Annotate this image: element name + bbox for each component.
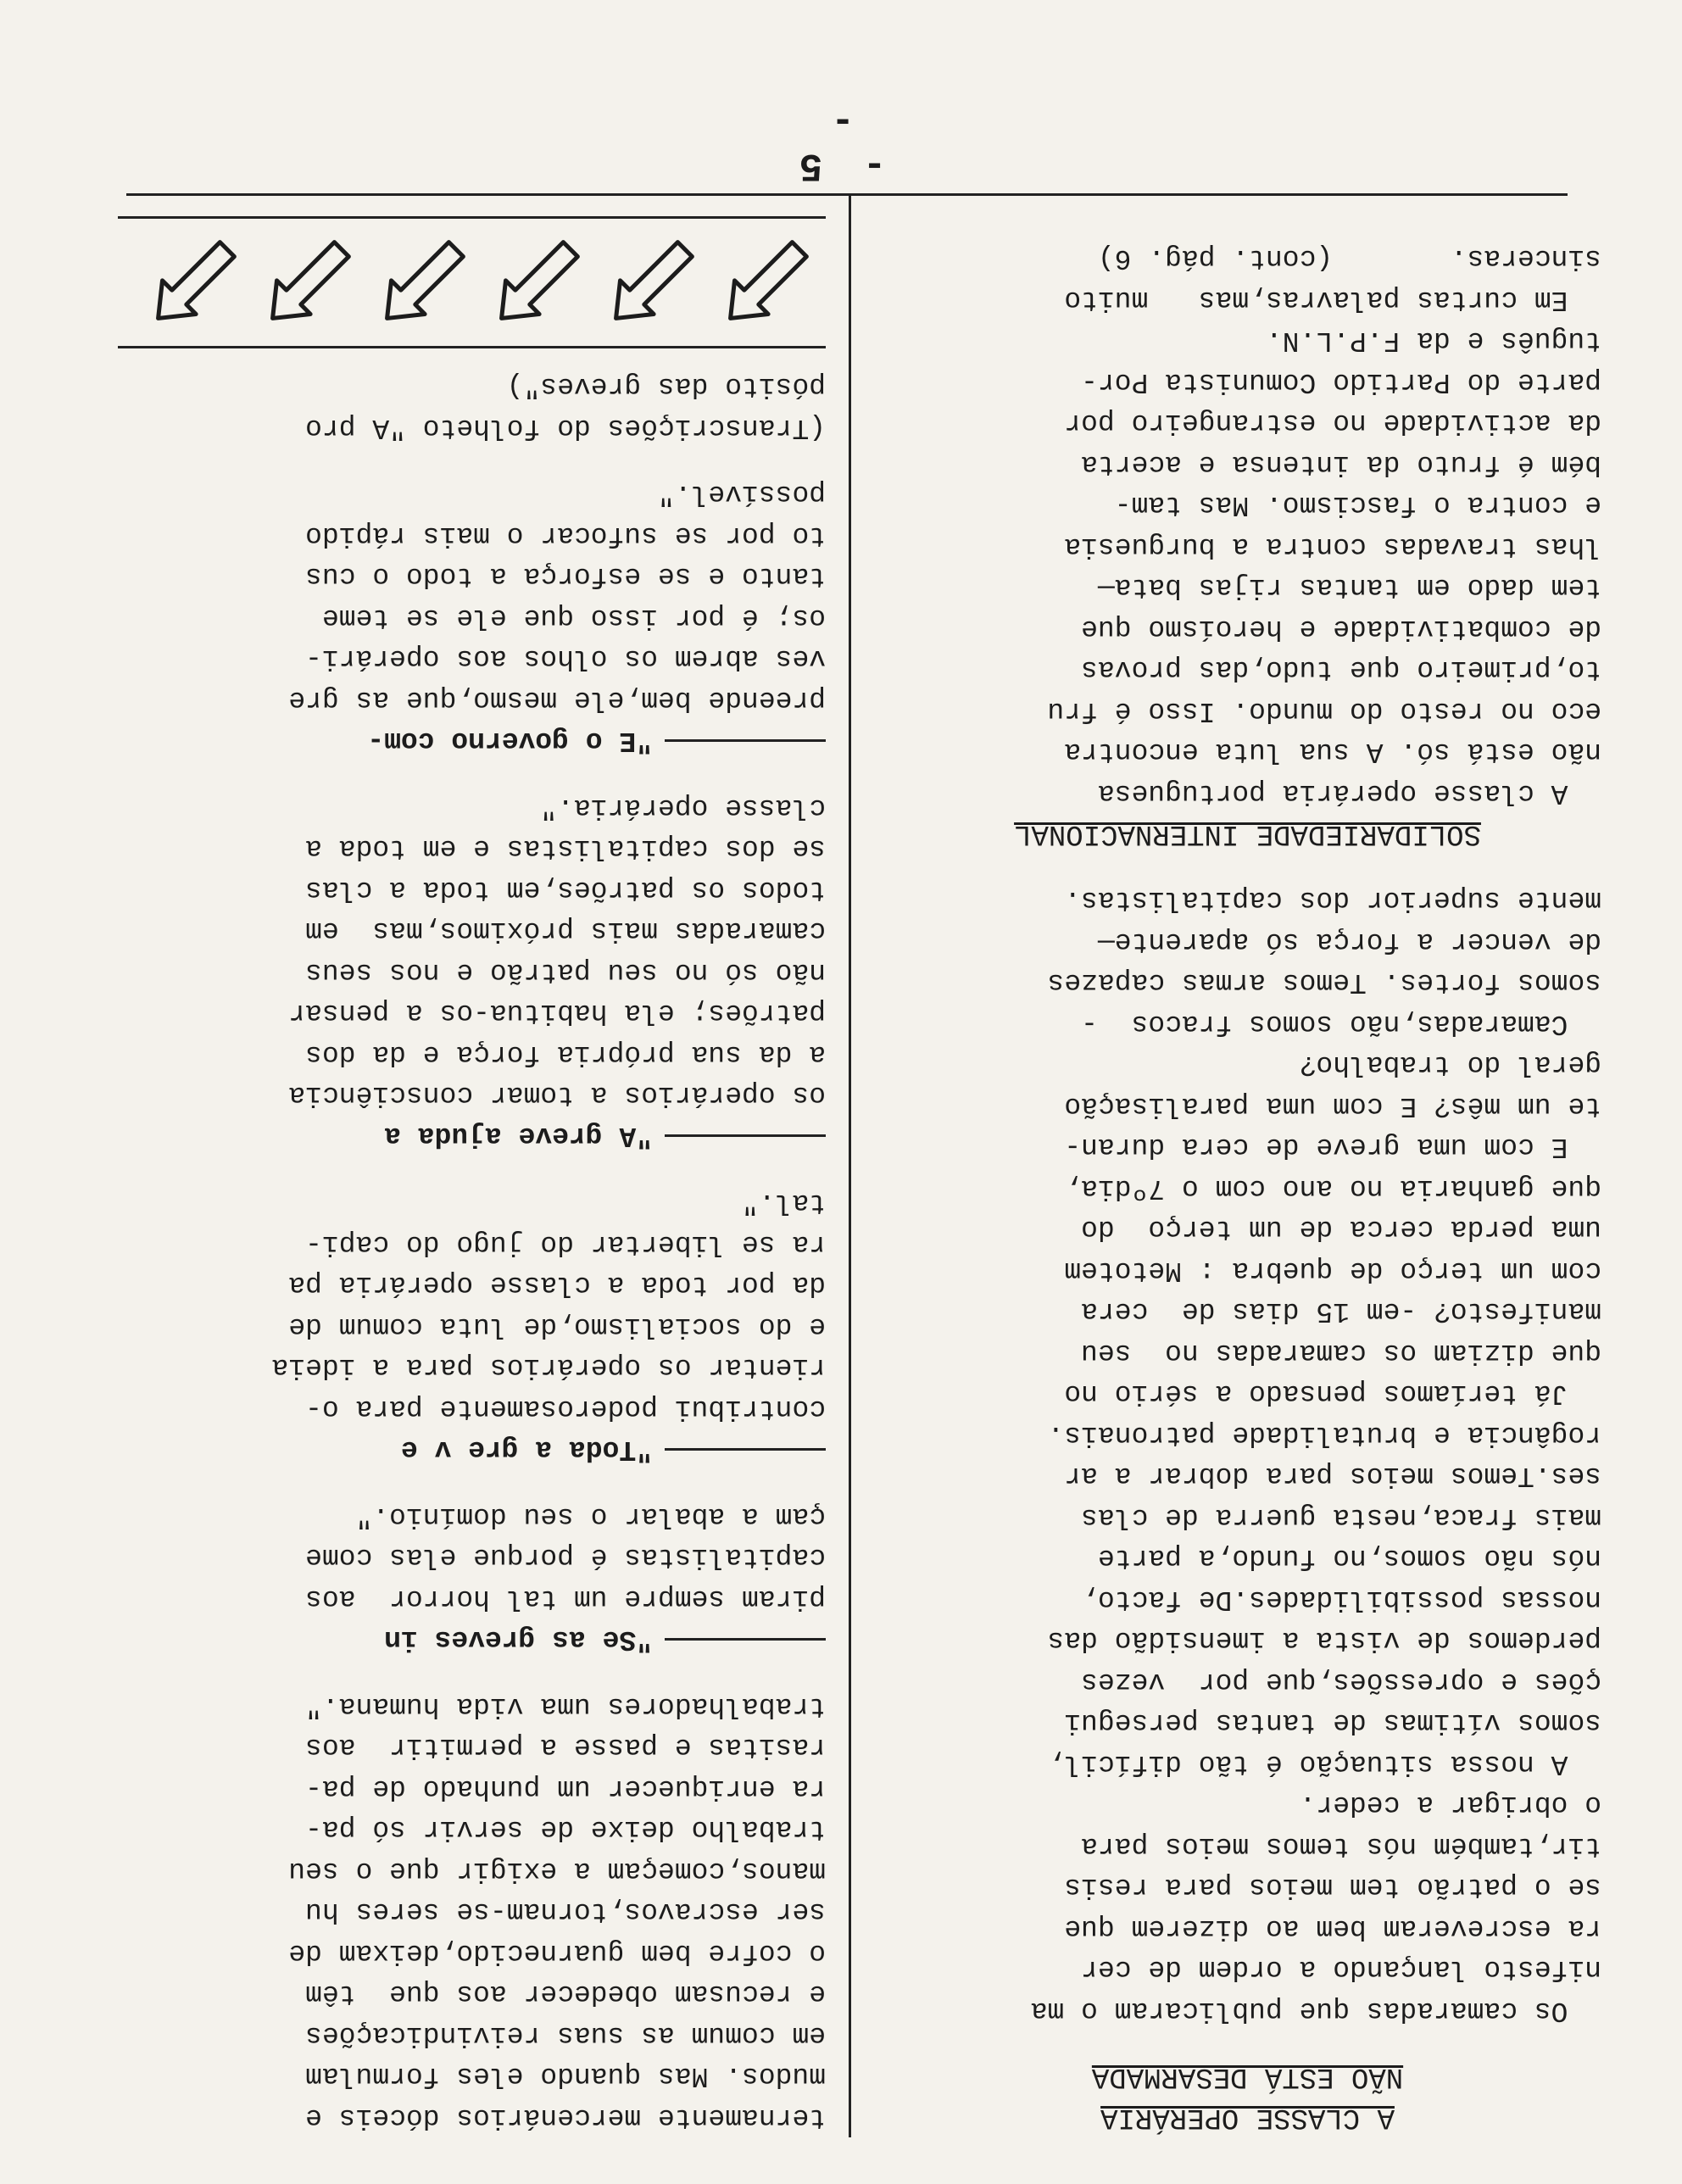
text-line: tanto e se esforça a todo o cus: [305, 560, 826, 593]
text-line: somos fortes. Temos armas capazes: [1047, 967, 1601, 999]
text-line: sinceras. (cont. pág. 6): [1097, 242, 1601, 275]
text-line: rogância e brutalidade patronais.: [1047, 1419, 1601, 1451]
text-line: a da sua própria força e da dos: [305, 1039, 826, 1070]
text-line: uma perda cerca de um terço do: [1081, 1213, 1601, 1245]
text-line: to por se sufocar o mais rápido: [305, 520, 826, 551]
text-line: tal.": [741, 1187, 826, 1219]
text-line: parte do Partido Comunista Por-: [1081, 366, 1601, 398]
text-line: nossas possibilidades.De facto,: [1081, 1584, 1601, 1615]
text-line: camaradas mais próximos,mas em: [305, 915, 826, 947]
text-line: bém é fruto da intensa e acerta: [1081, 448, 1601, 480]
quote-body: [118, 473, 826, 720]
text-line: manos,começam a exigir que o seu: [288, 1855, 826, 1886]
article-heading: A CLASSE OPERÁRIA: [1100, 2101, 1395, 2133]
text-line: Em curtas palavras,mas muito: [1064, 284, 1601, 315]
text-line: classe operária.": [540, 792, 826, 823]
text-line: o obrigar a ceder.: [1299, 1789, 1601, 1821]
article-body: [894, 879, 1601, 2031]
text-line: ses.Temos meios para dobrar a ar: [1064, 1460, 1601, 1492]
text-line: geral do trabalho?: [1299, 1049, 1601, 1081]
quote-continuation: [118, 1685, 826, 2138]
text-line: não só no seu patrão e nos seus: [305, 956, 826, 988]
quote-body: [118, 1496, 826, 1619]
text-line: te um mês? E com uma paralisação: [1064, 1090, 1601, 1122]
quote-head: "A greve ajuda a: [118, 1116, 826, 1157]
text-line: ra escreveram bem ao dizerem que: [1064, 1913, 1601, 1944]
text-line: pósito das greves"): [506, 370, 826, 403]
text-line: ções e opressões,que por vezes: [1081, 1666, 1601, 1697]
text-line: trabalhadores uma vida humana.": [305, 1691, 826, 1722]
text-line: ra enriquecer um punhado de pa-: [305, 1773, 826, 1804]
text-line: tuguês e da F.P.L.N.: [1265, 325, 1601, 357]
text-line: lhas travadas contra a burguesia: [1064, 531, 1601, 562]
top-rule: [126, 193, 1568, 196]
text-line: da actividade no estrangeiro por: [1064, 407, 1601, 439]
text-line: mente superior dos capitalistas.: [1064, 884, 1601, 916]
column-divider: [849, 196, 851, 2137]
text-line: rientar os operários para a ideia: [271, 1351, 826, 1384]
text-line: que ganharia no ano com o 7ºdia,: [1064, 1173, 1601, 1204]
text-line: de combatividade e heroísmo que: [1081, 613, 1601, 644]
text-line: mudos. Mas quando eles formulam: [305, 2060, 826, 2092]
text-line: manifesto? -em 15 dias de cera: [1081, 1295, 1601, 1328]
text-line: e recusam obedecer aos que têm: [305, 1978, 826, 2010]
text-line: ser escravos,tornam-se seres hu: [305, 1896, 826, 1928]
text-line: trabalho deixe de servir só pa-: [305, 1814, 826, 1846]
text-line: tem dado em tantas rijas bata—: [1097, 571, 1601, 604]
article-subheading: NÃO ESTÁ DESARMADA: [1091, 2060, 1404, 2092]
text-line: possível.": [657, 478, 826, 510]
quote-head: "Se as greves in: [118, 1618, 826, 1660]
text-line: (Transcrições do folheto "A pro: [305, 412, 826, 443]
left-column: [894, 237, 1601, 2137]
right-column: [118, 216, 826, 2137]
text-line: E com uma greve de cera duran-: [1064, 1131, 1601, 1163]
text-line: A classe operária portuguesa: [1097, 777, 1601, 809]
text-line: da por toda a classe operária pa: [288, 1269, 826, 1301]
text-line: capitalistas é porque elas come: [305, 1541, 826, 1574]
page-number: - 5 -: [790, 99, 887, 187]
text-line: em comum as suas reivindicações: [305, 2020, 826, 2051]
text-line: os; é por isso que ele se teme: [321, 602, 826, 633]
text-line: perdemos de vista a imensidão das: [1047, 1624, 1601, 1657]
text-line: to,primeiro que tudo,das provas: [1081, 654, 1601, 686]
text-line: se dos capitalistas e em toda a: [305, 833, 826, 865]
quote-head: "Toda a gre v e: [118, 1429, 826, 1470]
text-line: rasitas e passe a permitir aos: [305, 1731, 826, 1763]
text-line: mais fraca,nesta guerra de clas: [1081, 1502, 1601, 1533]
text-line: com um terço de quebra : Metotem: [1064, 1255, 1601, 1286]
text-line: e contra o fascismo. Mas tam-: [1114, 489, 1601, 521]
text-line: ra se libertar do jugo do capi-: [305, 1228, 826, 1260]
quote-body: [118, 787, 826, 1116]
text-line: çam a abalar o seu domínio.": [355, 1501, 826, 1532]
text-line: não está só. A sua luta encontra: [1064, 736, 1601, 768]
text-line: os operários a tomar consciência: [288, 1079, 826, 1112]
arrows-banner: [118, 216, 826, 348]
arrows-icon: [118, 219, 826, 346]
text-line: nifesto lançando a ordem de cer: [1081, 1953, 1601, 1986]
text-line: A nossa situação é tão difícil,: [1047, 1748, 1601, 1780]
text-line: tir,também nós temos meios para: [1081, 1830, 1601, 1862]
quote-head: "E o governo com-: [118, 720, 826, 761]
text-line: eco no resto do mundo. Isso é fru: [1047, 695, 1601, 727]
text-line: contribui poderosamente para o-: [305, 1393, 826, 1424]
text-line: o cofre bem guarnecido,deixam de: [288, 1937, 826, 1969]
text-line: todos os patrões,em toda a clas: [305, 874, 826, 905]
text-line: Os camaradas que publicaram o ma: [1030, 1995, 1601, 2026]
quote-caption: [118, 365, 826, 448]
text-line: ternamente mercenários dóceis e: [305, 2102, 826, 2133]
text-line: piram sempre um tal horror aos: [305, 1583, 826, 1614]
text-line: e do socialismo,de luta comum de: [288, 1311, 826, 1342]
section-heading: SOLIDARIEDADE INTERNACIONAL: [1014, 817, 1481, 850]
text-line: preende bem,ele mesmo,que as gre: [288, 684, 826, 716]
text-line: que diziam os camaradas no seu: [1081, 1337, 1601, 1368]
text-line: de vencer a força só aparente—: [1097, 926, 1601, 957]
quote-body: [118, 1182, 826, 1429]
text-line: Já teríamos pensado a sério no: [1064, 1378, 1601, 1410]
section-body: [894, 237, 1601, 813]
text-line: somos vítimas de tantas persegui: [1064, 1707, 1601, 1739]
text-line: ves abrem os olhos aos operári-: [305, 643, 826, 675]
text-line: se o patrão tem meios para resis: [1064, 1871, 1601, 1903]
text-line: patrões; ela habitua-os a pensar: [288, 997, 826, 1029]
text-line: nós não somos,no fundo,a parte: [1097, 1542, 1601, 1574]
text-line: Camaradas,não somos fracos -: [1081, 1008, 1601, 1039]
